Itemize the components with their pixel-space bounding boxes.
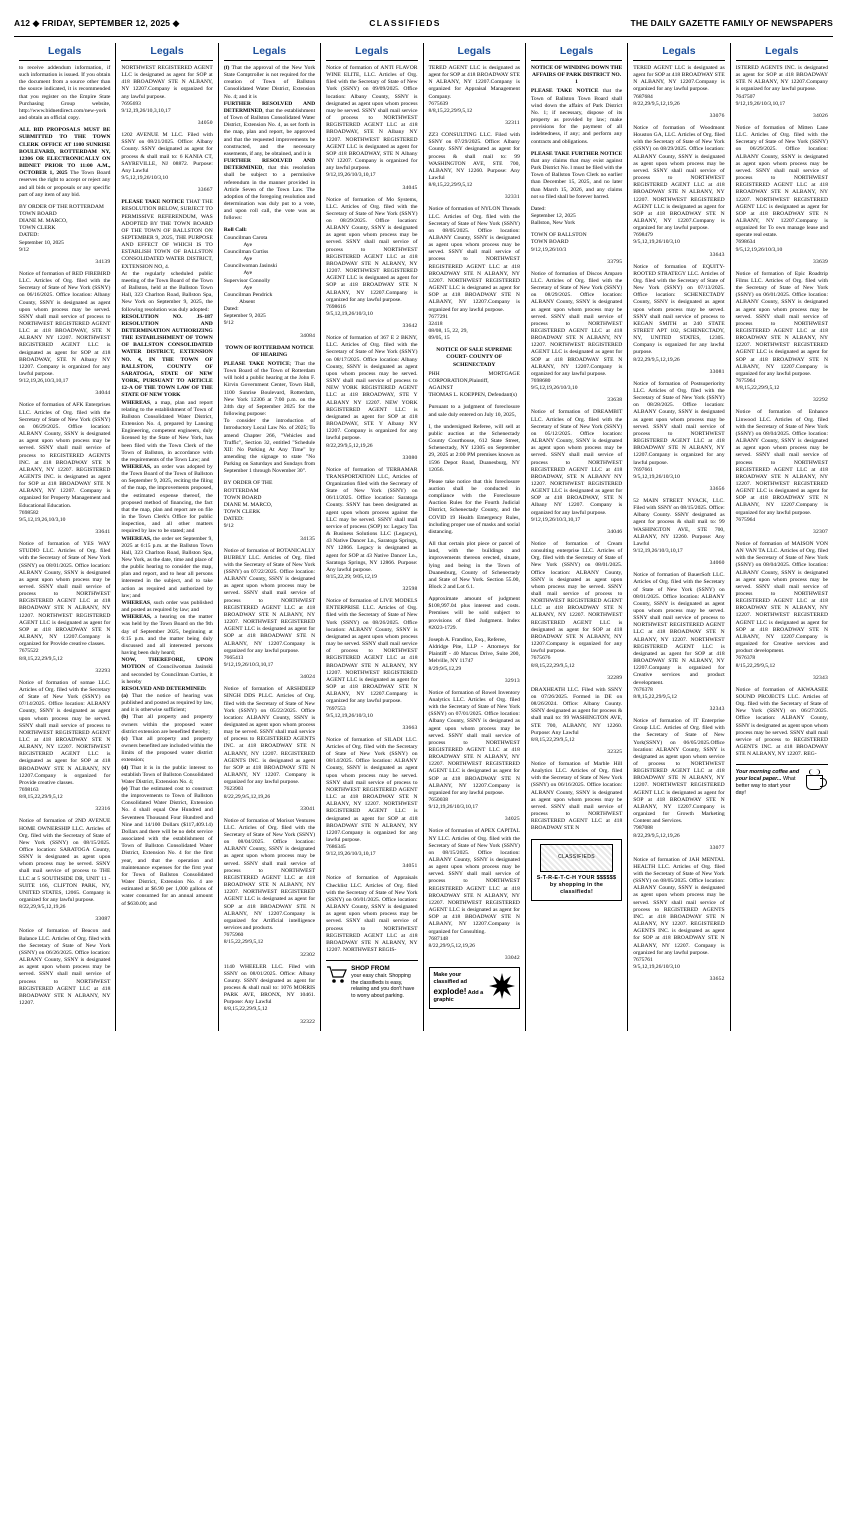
- legal-notice: Roll Call: Councilman Carota Aye Councilman Curtiss Aye Councilwoman Jasinski Aye Supervisor Connolly Aye Councilman Pendrick Absent Dated: September 9, 2025 9/12: [223, 227, 278, 327]
- legals-column: [116, 43, 218, 1031]
- ad-shop-text: SHOP FROM your easy chair. Shopping the classifieds is easy, relaxing and you don't have to worry about parking.: [351, 965, 417, 999]
- legals-column: [321, 43, 423, 1031]
- legal-notice: Notice of formation of 367 E 2 BKNY, LLC. Articles of Org. filed with the Secretary of State of New York (SSNY) on 08/17/2025. Office location: Albany County, SSNY is designated as agent upon whom process may be served. SSNY shall mail service of process to NEW YORK REGISTERED AGENT LLC at 418 BROADWAY, STE Y ALBANY NY 12207. NEW YORK REGISTERED AGENT LLC is designated as agent for SOP at 418 BROADWAY, STE Y Albany NY 12207. Company is organized for any lawful purpose. 8/22,29/9,5,12,19,26: [326, 335, 418, 449]
- legal-notice: Notice of formation of ANTI FLAVOR WINE ELITE, LLC. Articles of Org. filed with the Secretary of State of New York (SSNY) on 09/09/2025. Office location: Albany County, SSNY is designated as agent upon whom process may be served. SSNY shall mail service of process to NORTHWEST REGISTERED AGENT LLC at 418 BROADWAY, STE N Albany NY 12207. NORTHWEST REGISTERED AGENT LLC is designated as agent for SOP 418 BROADWAY, STE N Albany NY 12207. Company is organized for any lawful purpose. 9/12,19,26/10/3,10,17: [326, 65, 418, 179]
- legal-notice-id: 34046: [607, 528, 623, 535]
- legal-notice-id: 34044: [95, 390, 111, 397]
- legal-notice: Notice of formation of Discos Amparo LLC. Articles of Org. filed with the Secretary of State of New York (SSNY) on 08/29/2025. Office location: ALBANY County, SSNY is designated as agent upon whom process may be served. SSNY shall mail service of process to NORTHWEST REGISTERED AGENT LLC at 418 BROADWAY STE N ALBANY, NY 12207. NORTHWEST REGISTERED AGENT LLC is designated as agent for SOP at 418 BROADWAY STE N ALBANY, NY 12207.Company is organized for any lawful purpose. 7698680 9/5,12,19,26/10/3,10: [530, 270, 623, 392]
- legal-notice-id: 32302: [300, 951, 316, 958]
- legal-notice: NOTICE OF SALE SUPREME COURT- COUNTY OF SCHENECTADY PHH MORTGAGE CORPORATION,Plaintiff, AGAINST THOMAS L. KOEPPEN, Defendant(s): [428, 347, 520, 399]
- legal-notice-id: 34045: [402, 184, 418, 191]
- legal-notice-id: 32343: [709, 706, 725, 713]
- ad-classified-text: Make your classified ad explode! Add a graphic: [433, 972, 484, 1003]
- column-header-legals: Legals: [224, 43, 315, 61]
- legal-notice: Notice of formation of Woodmont Houston GA, LLC. Articles of Org. filed with the Secretary of State of New York (SSNY) on 08/29/2025. Office location: ALBANY County, SSNY is designated as agent upon whom process may be served. SSNY shall mail service of process to NORTHWEST REGISTERED AGENT LLC at 418 BROADWAY STE N ALBANY, NY 12207. NORTHWEST REGISTERED AGENT LLC is designated as agent for SOP at 418 BROADWAY STE N ALBANY, NY 12207.Company is organized for any lawful purpose. 7698479 9/5,12,19,26/10/3,10: [633, 124, 725, 246]
- legal-notice-id: 34026: [813, 112, 828, 119]
- legal-notice: Notice of formation of BOTANICALLY BUBBLY LLC. Articles of Org. filed with the Secretary of State of New York (SSNY) on 07/22/2025. Office location: ALBANY County, SSNY is designated as agent upon whom process may be served. SSNY shall mail service of process to NORTHWEST REGISTERED AGENT LLC at 418 BROADWAY STE N ALBANY, NY 12207. NORTHWEST REGISTERED AGENT LLC is designated as agent for SOP at 418 BROADWAY STE N ALBANY, NY 12207.Company is organized for any lawful purpose. 7665413 9/12,19,26/10/3,10,17: [223, 547, 316, 669]
- legal-notice: Notice of formation of LIVE MODELS ENTERPRISE LLC. Articles of Org. filed with the Secretary of State of New York (SSNY) on 08/26/2025. Office location: ALBANY County, SSNY is designated as agent upon whom process may be served. SSNY shall mail service of process to NORTHWEST REGISTERED AGENT LLC at 418 BROADWAY STE N ALBANY, NY 12207. NORTHWEST REGISTERED AGENT LLC is designated as agent for SOP at 418 BROADWAY STE N ALBANY, NY 12207.Company is organized for any lawful purpose. 7697553 9/5,12,19,26/10/3,10: [326, 598, 418, 719]
- legal-notice-id: 33652: [709, 976, 725, 983]
- legal-notice: TOWN OF ROTTERDAM NOTICE OF HEARING PLEASE TAKE NOTICE; That the Town Board of the Town of Rotterdam will hold a public hearing at the John F. Kirvin Government Center, Town Hall, 1100 Sunrise Boulevard, Rotterdam, New York 12306 at 7:00 p.m. on the 24th day of September 2025 for the following purpose: To consider the introduction of Introductory Local Law No. of 2025; To amend Chapter 266, "Vehicles and Traffic", Section 32, entitled "Schedule XII: No Parking At Any Time" by amending the signage to state "No Parking on Saturdays and Sundays from September 1 through November 30".: [223, 344, 316, 475]
- legal-notice: 52 MAIN STREET NYACK, LLC. Filed with SSNY on 08/15/2025. Office: Albany County. SSNY designated as agent for process & shall mail to: 99 WASHINGTON AVE, STE 700, ALBANY, NY 12260. Purpose: Any Lawful 9/12,19,26/10/3,10,17: [633, 497, 725, 555]
- legal-notice: 1202 AVENUE M LLC. Filed with SSNY on 08/21/2025. Office: Albany County. SSNY designated as agent for process & shall mail to: 6 KANIA CT, SAYREVILLE, NJ 08872. Purpose: Any Lawful 9/5,12,19,26/10/3,10: [121, 132, 213, 182]
- legals-column: [731, 43, 833, 1031]
- legal-notice: Notice of formation of AKWAASEE SOUND PROJECTS LLC. Articles of Org. filed with the Secretary of State of New York (SSNY) on 06/27/2025. Office location: ALBANY County, SSNY is designated as agent upon whom process may be served. SSNY shall mail service of process to REGISTERED AGENTS INC. at 418 BROADWAY STE N ALBANY, NY 12207. REG-: [735, 686, 828, 758]
- legal-notice: Notice of formation of MAISON VON AN VAN TA LLC. Articles of Org. filed with the Secretary of State of New York (SSNY) on 08/04/2025. Office location: ALBANY County, SSNY is designated as agent upon whom process may be served. SSNY shall mail service of process to NORTHWEST REGISTERED AGENT LLC at 418 BROADWAY STE N ALBANY, NY 12207. NORTHWEST REGISTERED AGENT LLC is designated as agent for SOP at 418 BROADWAY STE N ALBANY, NY 12207.Company is organized for Creative services and product development. 7676378 8/15,22,29/9,5,12: [735, 540, 828, 669]
- column-header-legals: Legals: [121, 43, 212, 61]
- legal-notice-id: 32311: [505, 120, 520, 127]
- column-header-legals: Legals: [429, 43, 520, 61]
- burst-icon: [489, 973, 515, 1002]
- dollar-bill-icon: CLASSIFIEDS: [540, 844, 614, 872]
- legal-notice-id: 33042: [504, 955, 520, 962]
- legal-notice: DRAXHEATH LLC. Filed with SSNY on 07/26/2025. Formed in DE on 08/26/2024. Office: Albany County. SSNY designated as agent for process & shall mail to: 99 WASHINGTON AVE, STE 700, ALBANY, NY 12260. Purpose: Any Lawful 8/8,15,22,29/9,5,12: [530, 686, 623, 743]
- legal-notice-id: 33795: [607, 258, 623, 265]
- legal-notice-id: 33663: [402, 724, 418, 731]
- column-header-legals: Legals: [736, 43, 828, 61]
- legal-notice: Notice of formation of ARSHDEEP SINGH DDS PLLC. Articles of Org. filed with the Secretary of State of New York (SSNY) on 05/22/2025. Office location: ALBANY County, SSNY is designated as agent upon whom process may be served. SSNY shall mail service of process to REGISTERED AGENTS INC. at 418 BROADWAY STE N ALBANY, NY 12207. REGISTERED AGENTS INC. is designated as agent for SOP at 418 BROADWAY STE N ALBANY, NY 12207. Company is organized for any lawful purpose. 7623903 8/22,29,9/5,12,19,26: [223, 686, 316, 800]
- legal-notice: TERED AGENT LLC is designated as agent for SOP at 418 BROADWAY STE N ALBANY, NY 12207.Company is organized for any lawful purpose. 7687684 8/22,29/9,5,12,19,26: [633, 65, 725, 107]
- legal-notice: TOWN OF BALLSTON TOWN BOARD 9/12,19,26/10/3: [530, 232, 587, 253]
- legal-notice: Notice of formation of somae LLC. Articles of Org. filed with the Secretary of State of New York (SSNY) on 07/14/2025. Office location: ALBANY County, SSNY is designated as agent upon whom process may be served. SSNY shall mail service of process to NORTHWEST REGISTERED AGENT LLC at 418 BROADWAY STE N ALBANY, NY 12207. NORTHWEST REGISTERED AGENT LLC is designated as agent for SOP at 418 BROADWAY STE N ALBANY, NY 12207.Company is organized for Provide creative classes. 7698163 8/8,15,22,29/9,5,12: [19, 679, 111, 801]
- legal-notice: Notice of formation of NYLON Threads LLC. Articles of Org. filed with the Secretary of State of New York (SSNY) on 08/05/2025. Office location: ALBANY County, SSNY is designated as agent upon whom process may be served. SSNY shall mail service of process to NORTHWEST REGISTERED AGENT LLC at 418 BROADWAY STE N ALBANY, NY 12207. NORTHWEST REGISTERED AGENT LLC is designated as agent for SOP at 418 BROADWAY STE N ALBANY, NY 12207.Company is organized for any lawful purpose. 7677291 32418 08/08, 15, 22, 29, 09/05, 15: [428, 206, 520, 342]
- ad-morning-coffee: [736, 764, 828, 797]
- legal-notice: Pursuant to a judgment of foreclosure and sale duly entered on July 10, 2025,: [428, 404, 520, 418]
- legal-notice: Notice of formation of Enhance Linwood LLC. Articles of Org. filed with the Secretary of State of New York (SSNY) on 08/04/2025. Office location: ALBANY County, SSNY is designated as agent upon whom process may be served. SSNY shall mail service of process to NORTHWEST REGISTERED AGENT LLC at 418 BROADWAY STE N ALBANY, NY 12207. NORTHWEST REGISTERED AGENT LLC is designated as agent for SOP at 418 BROADWAY STE N ALBANY, NY 12207.Company is organized for any lawful purpose. 7675964: [735, 409, 828, 523]
- column-header-legals: Legals: [326, 43, 417, 61]
- legal-notice-id: 34060: [709, 560, 725, 567]
- legal-notice: TERED AGENT LLC is designated as agent for SOP at 418 BROADWAY STE N ALBANY, NY 12207.Company is organized for Appraisal Management Company. 7675639 8/8,15,22,29/9,5,12: [428, 65, 520, 114]
- legal-notice: ZZ3 CONSULTING LLC. Filed with SSNY on 07/29/2025. Office: Albany County. SSNY designated as agent for process & shall mail to: 99 WASHINGTON AVE, STE 700, ALBANY, NY 12260. Purpose: Any Lawful 8/8,15,22,29/9,5,12: [428, 132, 520, 189]
- column-header-legals: Legals: [633, 43, 724, 61]
- legal-notice: Notice of formation of Morisot Ventures LLC. Articles of Org. filed with the Secretary of State of New York (SSNY) on 08/04/2025. Office location: ALBANY County, SSNY is designated as agent upon whom process may be served. SSNY shall mail service of process to NORTHWEST REGISTERED AGENT LLC at 418 BROADWAY STE N ALBANY, NY 12207. NORTHWEST REGISTERED AGENT LLC is designated as agent for SOP at 418 BROADWAY STE N ALBANY, NY 12207.Company is organized for Artificial intelligence services and products. 7675960 8/15,22,29/9,5,12: [223, 817, 316, 946]
- ad-shop-title: SHOP FROM: [351, 965, 390, 973]
- legal-notice-id: 33667: [197, 187, 213, 194]
- ad-money-tagline: S-T-R-E-T-C-H YOUR $$$$$$ by shopping in the classifieds!: [536, 874, 617, 895]
- legal-notice: BY ORDER OF THE ROTTERDAM TOWN BOARD DIANE M. MARCO, TOWN CLERK DATED: September 10, 2025 9/12: [19, 203, 104, 253]
- legal-notice-id: 33638: [607, 397, 623, 404]
- legal-notice-id: 34024: [300, 674, 316, 681]
- coffee-cup-icon: [804, 769, 828, 791]
- legal-notice-id: 33656: [709, 485, 725, 492]
- legals-column: [219, 43, 321, 1031]
- legal-notice: (f) That the approval of the New York State Comptroller is not required for the creation of Town of Ballston Consolidated Water District, Extension No. 4; and it is FURTHER RESOLVED AND DETERMINED, that the establishment of Town of Ballston Consolidated Water District, Extension No. 4, as set forth in the map, plan and report, be approved and that the requested improvements be constructed, and the necessary easements, if any, be obtained, and it is FURTHER RESOLVED AND DETERMINED, that this resolution shall be subject to a permissive referendum in the manner provided in Article Seven of the Town Law. The adoption of the foregoing resolution and determination was duly put to a vote, and upon roll call, the vote was as follows:: [223, 65, 316, 222]
- legal-notice: Please take notice that this foreclosure auction shall be conducted in compliance with the Foreclosure Auction Rules for the Fourth Judicial District, Schenectady County, and the COVID 19 Health Emergency Rules, including proper use of masks and social distancing.: [428, 478, 520, 535]
- legal-notice-id: 32331: [504, 194, 520, 201]
- ad-shop-from-easy-chair: [326, 960, 417, 999]
- shopping-cart-icon: [326, 965, 348, 988]
- legal-notice: Notice of formation of Rowel Inventory Analytics LLC. Articles of Org. filed with the Secretary of State of New York (SSNY) on 07/01/2025. Office location: Albany County, SSNY is designated as agent upon whom process may be served. SSNY shall mail service of process to NORTHWEST REGISTERED AGENT LLC at 418 BROADWAY STE N ALBANY, NY 12207. NORTHWEST REGISTERED AGENT LLC is designated as agent for SOP at 418 BROADWAY STE N ALBANY, NY 12207.Company is organized for any lawful purpose. 7650038 9/12,19,26/10/3,10,17: [428, 689, 520, 811]
- legal-notice-id: 32322: [300, 1018, 316, 1025]
- legal-notice: Notice of formation of EQUITY-ROOTED STRATEGY LLC. Articles of Org. filed with the Secretary of State of New York (SSNY) on 07/13/2025. Office location: SCHENECTADY County, SSNY is designated as agent upon whom process may be served. SSNY shall mail service of process to KEGAN SMITH at 240 STATE STREET APT 102, SCHENECTADY, NY, UNITED STATES, 12305. Company is organized for any lawful purpose. 8/22,29/9,5,12,19,26: [633, 263, 725, 363]
- ad-morning-title: Your morning coffee and your local paper...: [735, 769, 800, 783]
- legal-notice-id: 32316: [95, 806, 111, 813]
- legal-notice-id: 34139: [95, 258, 111, 265]
- masthead-section-title: CLASSIFIEDS: [369, 18, 441, 28]
- masthead-right: THE DAILY GAZETTE FAMILY OF NEWSPAPERS: [630, 18, 833, 28]
- legal-notice-id: 34050: [197, 120, 213, 127]
- legals-column: [14, 43, 116, 1031]
- legal-notice: to receive addendum information, if such information is issued. If you obtain the document from a source other than the source indicated, it is recommended that you register on the Empire State Purchasing Group website, http://www.bidnetdirect.com/new-york and obtain an official copy.: [19, 65, 111, 122]
- legal-notice-id: 34084: [300, 332, 316, 339]
- legal-notice: NORTHWEST REGISTERED AGENT LLC is designated as agent for SOP at 418 BROADWAY STE N ALBANY, NY 12207.Company is organized for any lawful purpose. 7695693 9/12,19,26/10,3,10,17: [121, 65, 213, 114]
- legal-notice-id: 32598: [402, 586, 418, 593]
- legal-notice-id: 33076: [709, 112, 725, 119]
- legal-notice: Notice of formation of TERRAMAR TRANSPORTATION LLC, Articles of Organization filed with the Secretary of State of New York (SSNY) on 06/11/2025. Office location: Saratoga County. SSNY has been designated as agent upon whom process against the LLC may be served. SSNY shall mail service of process (SOP) to: Legacy Tax & Business Solutions LLC (Legacys), 43 Native Dancer Ln., Saratoga Springs, NY 12866. Legacy is designated as agent for SOP at 43 Native Dancer Ln., Saratoga Springs, NY 12866. Purpose: Any lawful purpose. 8/15,22,29; 9/05,12,19: [326, 466, 418, 580]
- legal-notice: Notice of formation of Appraisals Checklist LLC. Articles of Org. filed with the Secretary of State of New York (SSNY) on 06/01/2025. Office location: ALBANY County, SSNY is designated as agent upon whom process may be served. SSNY shall mail service of process to NORTHWEST REGISTERED AGENT LLC at 418 BROADWAY STE N ALBANY, NY 12207. NORTHWEST REGIS-: [326, 875, 418, 954]
- legal-notice: Notice of formation of Mitten Lane LLC. Articles of Org. filed with the Secretary of State of New York (SSNY) on 06/29/2025. Office location: ALBANY County, SSNY is designated as agent upon whom process may be served. SSNY shall mail service of process to NORTHWEST REGISTERED AGENT LLC at 418 BROADWAY STE N ALBANY, NY 12207. NORTHWEST REGISTERED AGENT LLC is designated as agent for SOP at 418 BROADWAY STE N ALBANY, NY 12207.Company is organized for To own manage lease and operate real estate. 7698634 9/5,12,19,26/10/3,10: [735, 124, 828, 253]
- legal-notice-id: 33081: [709, 368, 725, 375]
- legal-notice-id: 33641: [95, 529, 111, 536]
- ad-morning-text: Your morning coffee and your local paper... What better way to start your day!: [735, 769, 800, 797]
- legals-column: [526, 43, 628, 1031]
- legal-notice-id: 33080: [402, 454, 418, 461]
- legal-notice: Dated: September 12, 2025 Ballston, New York: [530, 205, 576, 227]
- legal-notice-id: 33041: [300, 805, 316, 812]
- legal-notice: All that certain plot piece or parcel of land, with the buildings and improvements thereon erected, situate, lying and being in the Town of Duanesburg, County of Schenectady and State of New York. Section 55.00, Block 2 and Lot 6.1.: [428, 541, 520, 590]
- legal-notice: ALL BID PROPOSALS MUST BE SUBMITTED TO THE TOWN CLERK OFFICE AT 1100 SUNRISE BOULEVARD, ROTTERDAM NY, 12306 OR ELECTRONICALLY ON BIDNET PRIOR TO 11:00 A.M., OCTOBER 1, 2025 The Town Board reserves the right to accept or reject any and all bids or proposals or any specific part of any item of any bid.: [19, 127, 111, 198]
- masthead-left: A12 ◆ FRIDAY, SEPTEMBER 12, 2025 ◆: [14, 18, 180, 28]
- ad-add-a-graphic: [429, 967, 520, 1009]
- legal-notice: Notice of formation of DREAMBIT LLC. Articles of Org. filed with the Secretary of State of New York (SSNY) on 05/12/2025. Office location: ALBANY County, SSNY is designated as agent upon whom process may be served. SSNY shall mail service of process to NORTHWEST REGISTERED AGENT LLC at 418 BROADWAY, STE N ALBANY NY 12207. NORTHWEST REGISTERED AGENT LLC is designated as agent for SOP at 418 BROADWAY, STE N Albany NY 12207. Company is organized for any lawful purpose. 9/12,19,26/10/3,10,17: [530, 409, 623, 523]
- legal-notice-id: 34025: [504, 816, 520, 823]
- page-masthead: [14, 18, 833, 33]
- legal-notice-id: 32325: [607, 748, 623, 755]
- legal-notice-id: 32292: [813, 397, 828, 404]
- classified-columns: [14, 43, 833, 1031]
- legal-notice-id: 33642: [402, 323, 418, 330]
- legal-notice-id: 32289: [607, 674, 623, 681]
- legal-notice: Notice of formation of JAH MENTAL HEALTH LLC. Articles of Org. filed with the Secretary of State of New York (SSNY) on 08/05/2025. Office location: ALBANY County, SSNY is designated as agent upon whom process may be served. SSNY shall mail service of process to REGISTERED AGENTS INC. at 418 BROADWAY STE N ALBANY, NY 12207. REGISTERED AGENTS INC. is designated as agent for SOP at 418 BROADWAY STE N ALBANY, NY 12207. Company is organized for any lawful purpose. 7675761 9/5,12,19,26/10/3,10: [633, 856, 725, 971]
- legal-notice-id: 33087: [95, 916, 111, 923]
- legal-notice: Notice of formation of AFK Enterprises LLC. Articles of Org. filed with the Secretary of State of New York (SSNY) on 06/29/2025. Office location: ALBANY County, SSNY is designated as agent upon whom process may be served. SSNY shall mail service of process to REGISTERED AGENTS INC. at 418 BROADWAY STE N ALBANY, NY 12207. REGISTERED AGENTS INC. is designated as agent for SOP at 418 BROADWAY STE N ALBANY, NY 12207. Company is organized for Property Management and Educational Education. 7698582 9/5,12,19,26,10/3,10: [19, 402, 111, 523]
- legal-notice-id: 32307: [813, 528, 828, 535]
- legal-notice-id: 33643: [709, 251, 725, 258]
- legal-notice: Notice of formation of Marble Hill Analytics LLC. Articles of Org. filed with the Secretary of State of New York (SSNY) on 06/16/2025. Office location: ALBANY County, SSNY is designated as agent upon whom process may be served. SSNY shall mail service of process to NORTHWEST REGISTERED AGENT LLC at 418 BROADWAY STE N: [530, 760, 623, 832]
- legal-notice: Notice of formation of IT Enterprise Group LLC. Articles of Org. filed with the Secretary of State of New York(SSNY) on 06/05/2025.Office location: ALBANY County, SSNY is designated as agent upon whom service of process to NORTHWEST REGISTERED AGENT LLC at 418 BROADWAY STE N ALBANY, NY 12207. NORTHWEST REGISTERED AGENT LLC is designated as agent for SOP at 418 BROADWAY STE N ALBANY, NY 12207.Company is organized for Growth Marketing Content and Services. 7987088 8/22,29/9,5,12,19,26: [633, 718, 725, 839]
- legal-notice: PLEASE TAKE FURTHER NOTICE that any claims that may exist against Park District No. l must be filed with the Town of Ballston Town Clerk no earlier than December 15, 2025, and no later than March 15, 2026, and any claims not so filed shall be forever barred.: [530, 150, 623, 200]
- legal-notice: I, the undersigned Referee, will sell at public auction at the Schenectady County Courthouse, 612 State Street, Schenectady, NY 12305 on September 29, 2025 at 2:00 PM premises known as 1596 Depot Road, Duanesburg, NY 12056.: [428, 423, 520, 473]
- legal-notice-id: 32293: [95, 667, 111, 674]
- column-header-legals: Legals: [19, 43, 110, 61]
- masthead-rule: [14, 36, 833, 37]
- legal-notice: Notice of formation of APEX CAPITAL NY LLC. Articles of Org. filed with the Secretary of State of New York (SSNY) on 08/15/2025. Office location: ALBANY County, SSNY is designated as agent upon whom process may be served. SSNY shall mail service of process to NORTHWEST REGISTERED AGENT LLC at 418 BROADWAY STE N ALBANY, NY 12207. NORTHWEST REGISTERED AGENT LLC is designated as agent for SOP at 418 BROADWAY STE N ALBANY, NY 12207.Company is organized for Consulting. 7687148 8/22,29/9,5,12,19,26: [428, 828, 520, 949]
- legal-notice: Notice of formation of Beacon and Balance LLC. Articles of Org. filed with the Secretary of State of New York (SSNY) on 06/26/2025. Office location: ALBANY County, SSNY is designated as agent upon whom process may be served. SSNY shall mail service of process to NORTHWEST REGISTERED AGENT LLC at 418 BROADWAY STE N ALBANY, NY 12207.: [19, 928, 111, 1006]
- ad-stretch-your-dollars: [531, 839, 622, 901]
- legal-notice-id: 32343: [813, 674, 828, 681]
- legal-notice: Notice of formation of Epic Roadtrip Films LLC. Articles of Org. filed with the Secretary of State of New York (SSNY) on 06/01/2025. Office location: ALBANY County, SSNY is designated as agent upon whom process may be served. SSNY shall mail service of process to NORTHWEST REGISTERED AGENT LLC at 418 BROADWAY STE N ALBANY, NY 12207. NORTHWEST REGISTERED AGENT LLC is designated as agent for SOP at 418 BROADWAY STE N ALBANY, NY 12207.Company is organized for any lawful purpose. 7675964 8/8,15,22,29/9,5,12: [735, 270, 828, 392]
- legal-notice: 1140 WHEELER LLC. Filed with SSNY on 08/01/2025. Office: Albany County. SSNY designated as agent for process & shall mail to: 1076 MORRIS PARK AVE, BRONX, NY 10461. Purpose: Any Lawful 8/8,15,22,29/9,5,12: [223, 963, 316, 1013]
- legal-notice: Notice of formation of BauerSoft LLC. Articles of Org. filed with the Secretary of State of New York (SSNY) on 08/01/2025. Office location: ALBANY County, SSNY is designated as agent upon whom process may be served. SSNY shall mail service of process to NORTHWEST REGISTERED AGENT LLC at 418 BROADWAY STE N ALBANY, NY 12207. NORTHWEST REGISTERED AGENT LLC is designated as agent for SOP at 418 BROADWAY STE N ALBANY, NY 12207.Company is organized for Creative services and product development. 7676378 8/8,15,22,29/9,5,12: [633, 572, 725, 700]
- legal-notice: ISTERED AGENTS INC. is designated as agent for SOP at 418 BROADWAY STE N ALBANY, NY 12207.Company is organized for any lawful purpose. 7647507 9/12,19,26/10/3,10,17: [735, 65, 828, 107]
- legal-notice: Approximate amount of judgment $108,997.04 plus interest and costs. Premises will be sold subject to provisions of filed Judgment. Index #2023-1729.: [428, 596, 520, 631]
- legal-notice: Notice of formation of Mo Systems, LLC. Articles of Org. filed with the Secretary of State of New York (SSNY) on 08/29/2025. Office location: ALBANY County, SSNY is designated as agent upon whom process may be served. SSNY shall mail service of process to NORTHWEST REGISTERED AGENT LLC at 418 BROADWAY STE N ALBANY, NY 12207. NORTHWEST REGISTERED AGENT LLC is designated as agent for SOP at 418 BROADWAY STE N ALBANY, NY 12207.Company is organized for any lawful purpose. 7698616 9/5,12,19,26/10/3,10: [326, 196, 418, 317]
- legals-column: [628, 43, 730, 1031]
- column-header-legals: Legals: [531, 43, 622, 61]
- legal-notice: Notice of formation of Postsuperiority LLC. Articles of Org. filed with the Secretary of State of New York (SSNY) on 08/28/2025. Office location: ALBANY County, SSNY is designated as agent upon whom process may be served. SSNY shall mail service of process to NORTHWEST REGISTERED AGENT LLC at 418 BROADWAY STE N ALBANY, NY 12207.Company is organized for any lawful purpose. 7697661 9/5,12,19,26/10/3,10: [633, 380, 725, 480]
- legal-notice: Joseph A. Frandino, Esq., Referee, Aldridge Pite, LLP - Attorneys for Plaintiff - 40 Marcus Drive, Suite 200, Melville, NY 11747 8/29;9/5,12,29: [428, 636, 520, 672]
- legal-notice: Notice of formation of 2ND AVENUE HOME OWNERSHIP LLC. Articles of Org. filed with the Secretary of State of New York (SSNY) on 08/15/2025. Office location: SARATOGA County, SSNY is designated as agent upon whom process may be served. SSNY shall mail service of process to THE LLC at 5 SOUTHSIDE DR, UNIT 11 - SUITE 166, CLIFTON PARK, NY, UNITED STATES, 12065. Company is organized for any lawful purpose. 8/22,29,9/5,12,19,26: [19, 818, 111, 911]
- legals-column: [424, 43, 526, 1031]
- legal-notice-id: 33639: [813, 258, 828, 265]
- legal-notice: Notice of formation of Cream consulting enterprise LLC. Articles of Org. filed with the Secretary of State of New York (SSNY) on 08/01/2025. Office location: ALBANY County, SSNY is designated as agent upon whom process may be served. SSNY shall mail service of process to NORTHWEST REGISTERED AGENT LLC at 418 BROADWAY STE N ALBANY, NY 12207. NORTHWEST REGISTERED AGENT LLC is designated as agent for SOP at 418 BROADWAY STE N ALBANY, NY 12207.Company is organized for any lawful purpose. 7675676 8/8,15,22,29/9,5,12: [530, 540, 623, 669]
- legal-notice-id: 32913: [504, 677, 520, 684]
- legal-notice: Notice of formation of SILADI LLC. Articles of Org. filed with the Secretary of State of New York (SSNY) on 08/14/2025. Office location: ALBANY County, SSNY is designated as agent upon whom process may be served. SSNY shall mail service of process to NORTHWEST REGISTERED AGENT LLC at 418 BROADWAY STE N ALBANY, NY 12207. NORTHWEST REGISTERED AGENT LLC is designated as agent for SOP at 418 BROADWAY STE N ALBANY, NY 12207.Company is organized for any lawful purpose. 7686345 9/12,19,26/10/3,10,17: [326, 736, 418, 858]
- legal-notice-id: 34135: [300, 535, 316, 542]
- legal-notice: PLEASE TAKE NOTICE THAT THE RESOLUTION BELOW, SUBJECT TO PERMISSIVE REFERENDUM, WAS ADOPTED BY THE TOWN BOARD OF THE TOWN OF BALLSTON ON SEPTEMBER 9, 2025, THE PURPOSE AND EFFECT OF WHICH IS TO ESTABLISH TOWN OF BALLSTON CONSOLIDATED WATER DISTRICT, EXTENSION NO, 4. At the regularly scheduled public meeting of the Town Board of the Town of Ballston, held at the Ballston Town Hall, 323 Charlton Road, Ballston Spa, New York on September 9, 2025, the following resolution was duly adopted: RESOLUTION NO. JS-187 RESOLUTION AND DETERMINATION AUTHORIZING THE ESTABLISHMENT OF TOWN OF BALLSTON CONSOLIDATED WATER DISTRICT, EXTENSION NO. 4, IN THE TOWN OF BALLSTON, COUNTY OF SARATOGA, STATE OF NEW YORK, PURSUANT TO ARTICLE 12-A OF THE TOWN LAW OF THE STATE OF NEW YORK WHEREAS, a map, plan and report relating to the establishment of Town of Ballston Consolidated Water District, Extension No. 4, prepared by Lansing Engineering, competent engineers, duly licensed by the State of New York, has been filed with the Town Clerk of the Town of Ballston, in accordance with the requirements of the Town Law; and WHEREAS, an order was adopted by the Town Board of the Town of Ballston on September 9, 2025, reciting the filing of the map, the improvements proposed, the estimated expense thereof, the proposed method of financing, the fact that the map, plan and report are on file in the Town Clerk's Office for public inspection, and all other matters required by law to be stated; and WHEREAS, the order set September 9, 2025 at 6:15 p.m. at the Ballston Town Hall, 323 Charlton Road, Ballston Spa, New York, as the date, time and place of the public hearing to consider the map, plan and report, and to hear all persons interested in the subject, and to take action as required and authorized by law; and WHEREAS, such order was published and posted as required by law; and WHEREAS, a hearing on the matter was held by the Town Board on the 9th day of September 2025, beginning at 6:15 p.m. and the matter being duly discussed and all interested persons having been duly heard; NOW, THEREFORE, UPON MOTION of Councilwoman Jasinski and seconded by Councilman Curtiss, it is hereby RESOLVED AND DETERMINED: (a) That the notice of hearing was published and posted as required by law, and it is otherwise sufficient; (b) That all property and property owners within the proposed water district extension are benefited thereby; (c) That all property and property owners benefited are included within the limits of the proposed water district extension; (d) That it is in the public interest to establish Town of Ballston Consolidated Water District, Extension No. 4; (e) That the estimated cost to construct the improvements to Town of Ballston Consolidated Water District, Extension No. 4 shall equal One Hundred and Seventeen Thousand Four Hundred and Nine and 14/100 Dollars ($117,409.14) Dollars and there will be no debt service associated with the establishment of Town of Ballston Consolidated Water District, Extension No. 4 for the first year, and that the operation and maintenance expenses for the first year for Town of Ballston Consolidated Water District, Extension No. 4 are estimated at $6.90 per 1,000 gallons of water consumed for an annual amount of $630.00; and: [121, 199, 213, 907]
- legal-notice-id: 33077: [709, 844, 725, 851]
- legal-notice-id: 34051: [402, 863, 418, 870]
- legal-notice: NOTICE OF WINDING DOWN THE AFFAIRS OF PARK DISTRICT NO. 1 PLEASE TAKE NOTICE that the Town of Ballston Town Board shall wind down the affairs of Park District No. 1; if necessary, dispose of its property as provided by law; make provisions for the payment of all indebtedness, if any; and perform any contracts and obligations.: [530, 65, 623, 145]
- legal-notice: Notice of formation of RED FIREBIRD LLC. Articles of Org. filed with the Secretary of State of New York (SSNY) on 06/16/2025. Office location: Albany County, SSNY is designated as agent upon whom process may be served. SSNY shall mail service of process to NORTHWEST REGISTERED AGENT LLC at 418 BROADWAY, STE N ALBANY NY 12207. NORTHWEST REGISTERED AGENT LLC is designated as agent for SOP at 418 BROADWAY, STE N Albany NY 12207. Company is organized for any lawful purpose. 9/12,19,26,10/3,10,17: [19, 270, 111, 385]
- legal-notice: Notice of formation of YES WAY STUDIO LLC. Articles of Org. filed with the Secretary of State of New York (SSNY) on 08/01/2025. Office location: ALBANY County, SSNY is designated as agent upon whom process may be served. SSNY shall mail service of process to NORTHWEST REGISTERED AGENT LLC at 418 BROADWAY STE N ALBANY, NY 12207. NORTHWEST REGISTERED AGENT LLC is designated as agent for SOP at 418 BROADWAY STE N ALBANY, NY 12207.Company is organized for Provide creative classes. 7675522 8/8,15,22,29/9,5,12: [19, 541, 111, 662]
- legal-notice: BY ORDER OF THE ROTTERDAM TOWN BOARD DIANE M. MARCO, TOWN CLERK DATED: 9/12: [223, 480, 273, 530]
